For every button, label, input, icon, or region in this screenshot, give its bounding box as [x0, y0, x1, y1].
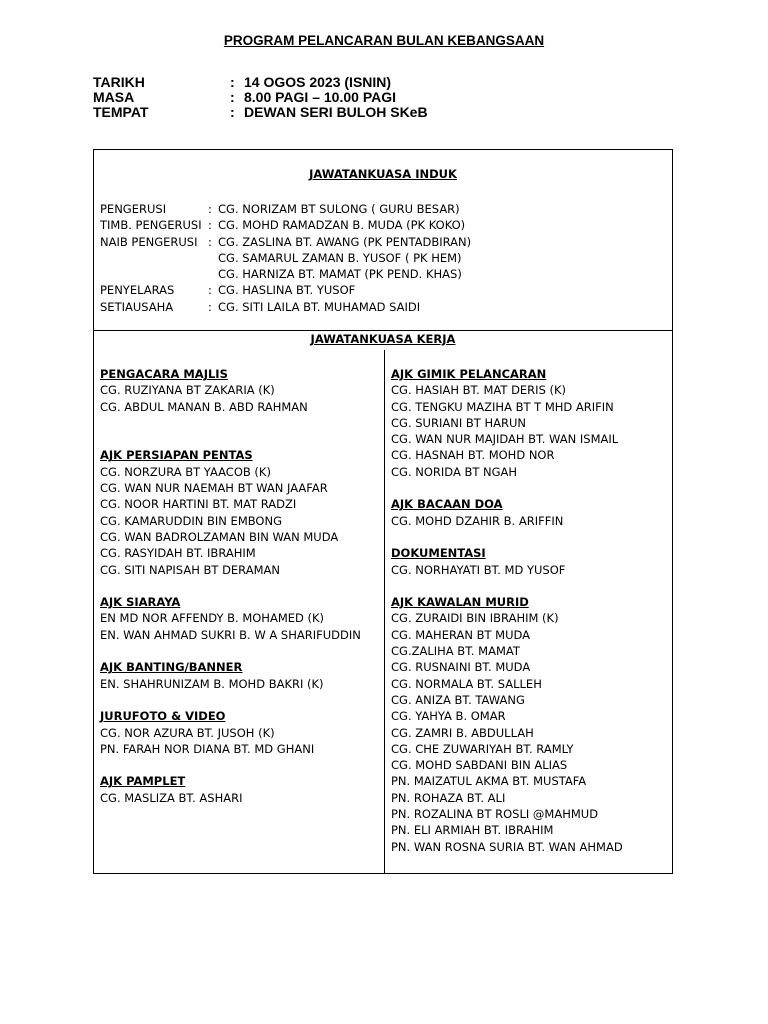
group-member: CG. NORMALA BT. SALLEH — [391, 676, 542, 691]
group-member: CG. MOHD DZAHIR B. ARIFFIN — [391, 513, 564, 528]
group-member: CG. WAN NUR MAJIDAH BT. WAN ISMAIL — [391, 432, 619, 447]
role-label: NAIB PENGERUSI — [100, 234, 198, 249]
detail-label: MASA — [93, 89, 135, 105]
committee-group — [391, 496, 671, 529]
group-member: EN. WAN AHMAD SUKRI B. W A SHARIFUDDIN — [100, 627, 361, 642]
detail-date — [93, 75, 428, 90]
group-member: CG. KAMARUDDIN BIN EMBONG — [100, 513, 282, 528]
committee-group — [391, 594, 671, 855]
role-member: CG. HASLINA BT. YUSOF — [218, 283, 356, 298]
group-member: CG. RUZIYANA BT ZAKARIA (K) — [100, 383, 275, 398]
group-member: PN. ELI ARMIAH BT. IBRAHIM — [391, 823, 554, 838]
group-member: CG. TENGKU MAZIHA BT T MHD ARIFIN — [391, 399, 614, 414]
kerja-right-column — [391, 366, 671, 871]
role-colon: : — [208, 234, 212, 249]
role-label: SETIAUSAHA — [100, 299, 174, 314]
group-heading: AJK PERSIAPAN PENTAS — [100, 448, 253, 463]
kerja-left-column — [100, 366, 380, 822]
committee-table — [93, 149, 673, 874]
role-label: PENGERUSI — [100, 202, 167, 216]
role-colon: : — [208, 283, 212, 298]
group-member: CG. ZURAIDI BIN IBRAHIM (K) — [391, 611, 559, 626]
detail-value: 14 OGOS 2023 (ISNIN) — [244, 74, 392, 90]
committee-group — [100, 594, 380, 643]
role-member: CG. ZASLINA BT. AWANG (PK PENTADBIRAN) — [218, 234, 472, 249]
group-heading: JURUFOTO & VIDEO — [100, 709, 226, 724]
detail-label: TEMPAT — [93, 104, 149, 120]
induk-list — [100, 201, 471, 315]
induk-heading: JAWATANKUASA INDUK — [309, 167, 457, 181]
group-heading: AJK BACAAN DOA — [391, 497, 503, 512]
role-member: CG. MOHD RAMADZAN B. MUDA (PK KOKO) — [218, 218, 466, 233]
group-member: CG. MAHERAN BT MUDA — [391, 627, 531, 642]
role-label: TIMB. PENGERUSI — [100, 218, 202, 233]
detail-colon: : — [230, 104, 235, 120]
group-member: CG. ZAMRI B. ABDULLAH — [391, 725, 534, 740]
induk-row-naib-3 — [100, 266, 471, 282]
role-colon: : — [208, 299, 212, 314]
role-colon: : — [208, 202, 212, 216]
detail-colon: : — [230, 89, 235, 105]
group-member: CG.ZALIHA BT. MAMAT — [391, 644, 520, 659]
committee-group — [100, 447, 380, 577]
group-heading: AJK SIARAYA — [100, 595, 181, 610]
committee-group — [391, 545, 671, 578]
group-member: CG. HASIAH BT. MAT DERIS (K) — [391, 383, 567, 398]
group-member: CG. HASNAH BT. MOHD NOR — [391, 448, 555, 463]
group-member: CG. RUSNAINI BT. MUDA — [391, 660, 531, 675]
group-member: CG. RASYIDAH BT. IBRAHIM — [100, 546, 256, 561]
role-member: CG. HARNIZA BT. MAMAT (PK PEND. KHAS) — [218, 267, 462, 282]
detail-venue — [93, 105, 428, 120]
committee-group — [391, 366, 671, 480]
induk-row-naib-2 — [100, 250, 471, 266]
role-colon: : — [208, 218, 212, 233]
committee-group — [100, 659, 380, 692]
group-member: CG. YAHYA B. OMAR — [391, 709, 506, 724]
group-member: CG. SURIANI BT HARUN — [391, 415, 526, 430]
kerja-heading: JAWATANKUASA KERJA — [310, 332, 456, 346]
detail-value: 8.00 PAGI – 10.00 PAGI — [244, 89, 397, 105]
group-member: PN. ROHAZA BT. ALI — [391, 790, 506, 805]
committee-group — [100, 366, 380, 415]
group-member: CG. MASLIZA BT. ASHARI — [100, 790, 243, 805]
event-details — [93, 75, 428, 120]
induk-row-timb — [100, 217, 471, 233]
committee-group — [100, 708, 380, 757]
group-member: CG. SITI NAPISAH BT DERAMAN — [100, 562, 280, 577]
committee-group — [100, 773, 380, 806]
group-member: CG. WAN NUR NAEMAH BT WAN JAAFAR — [100, 481, 328, 496]
group-member: CG. NOR AZURA BT. JUSOH (K) — [100, 725, 275, 740]
role-member: CG. SAMARUL ZAMAN B. YUSOF ( PK HEM) — [218, 250, 462, 265]
group-member: CG. MOHD SABDANI BIN ALIAS — [391, 758, 568, 773]
induk-row-pengerusi — [100, 201, 471, 217]
detail-colon: : — [230, 74, 235, 90]
induk-row-setiausaha — [100, 299, 471, 315]
group-member: EN. SHAHRUNIZAM B. MOHD BAKRI (K) — [100, 676, 324, 691]
group-member: EN MD NOR AFFENDY B. MOHAMED (K) — [100, 611, 325, 626]
section-divider — [94, 330, 672, 331]
group-heading: AJK KAWALAN MURID — [391, 595, 529, 610]
role-member: CG. SITI LAILA BT. MUHAMAD SAIDI — [218, 299, 421, 314]
group-member: CG. NORIDA BT NGAH — [391, 464, 518, 479]
detail-value: DEWAN SERI BULOH SKeB — [244, 104, 428, 120]
group-member: PN. ROZALINA BT ROSLI @MAHMUD — [391, 807, 599, 822]
group-member: CG. WAN BADROLZAMAN BIN WAN MUDA — [100, 529, 339, 544]
group-heading: AJK BANTING/BANNER — [100, 660, 243, 675]
group-member: CG. ANIZA BT. TAWANG — [391, 692, 525, 707]
group-member: CG. NORHAYATI BT. MD YUSOF — [391, 562, 566, 577]
group-member: PN. MAIZATUL AKMA BT. MUSTAFA — [391, 774, 587, 789]
group-member: CG. ABDUL MANAN B. ABD RAHMAN — [100, 399, 308, 414]
group-heading: AJK GIMIK PELANCARAN — [391, 367, 547, 381]
induk-row-naib — [100, 234, 471, 250]
role-label: PENYELARAS — [100, 283, 175, 298]
group-heading: AJK PAMPLET — [100, 774, 186, 789]
group-member: CG. NORZURA BT YAACOB (K) — [100, 464, 271, 479]
role-member: CG. NORIZAM BT SULONG ( GURU BESAR) — [218, 202, 460, 216]
detail-time — [93, 90, 428, 105]
document-title: PROGRAM PELANCARAN BULAN KEBANGSAAN — [223, 33, 545, 48]
group-member: CG. CHE ZUWARIYAH BT. RAMLY — [391, 741, 574, 756]
group-member: PN. WAN ROSNA SURIA BT. WAN AHMAD — [391, 839, 623, 854]
group-member: CG. NOOR HARTINI BT. MAT RADZI — [100, 497, 297, 512]
detail-label: TARIKH — [93, 74, 145, 90]
induk-row-penyelaras — [100, 282, 471, 298]
group-heading: PENGACARA MAJLIS — [100, 367, 228, 381]
column-divider — [384, 350, 385, 873]
group-heading: DOKUMENTASI — [391, 546, 486, 561]
group-member: PN. FARAH NOR DIANA BT. MD GHANI — [100, 741, 315, 756]
